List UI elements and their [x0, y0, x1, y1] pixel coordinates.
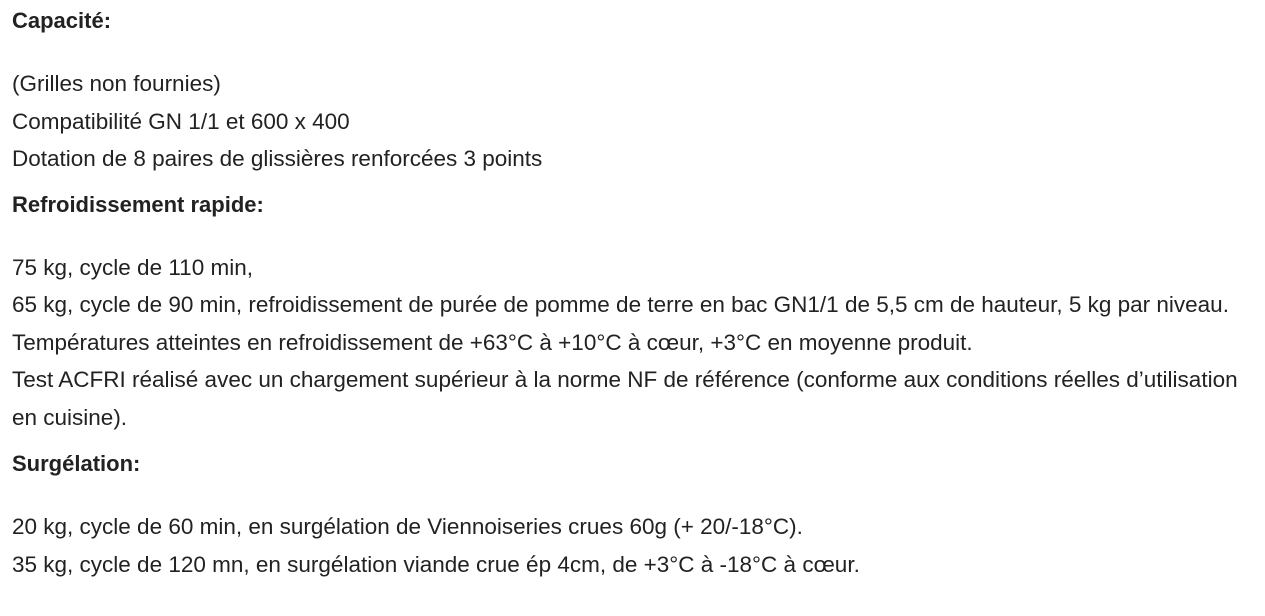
capacite-line-dotation: Dotation de 8 paires de glissières renforcées 3 points: [12, 146, 543, 171]
section-body-refroidissement: [12, 249, 1253, 437]
refroidissement-line-test-acfri: Test ACFRI réalisé avec un chargement supérieur à la norme NF de référence (conforme aux conditions réelles d’utilisation en cuisine).: [12, 367, 1238, 430]
section-title-surgelation: Surgélation:: [12, 451, 141, 476]
surgelation-line-20kg: 20 kg, cycle de 60 min, en surgélation de Viennoiseries crues 60g (+ 20/-18°C).: [12, 514, 803, 539]
capacite-line-grilles: (Grilles non fournies): [12, 71, 221, 96]
capacite-line-compatibilite: Compatibilité GN 1/1 et 600 x 400: [12, 108, 350, 134]
section-title-refroidissement: Refroidissement rapide:: [12, 191, 264, 217]
section-body-capacite: [12, 65, 1253, 178]
refroidissement-line-75kg: 75 kg, cycle de 110 min,: [12, 254, 253, 280]
section-title-capacite: Capacité:: [12, 8, 112, 33]
section-body-surgelation: [12, 508, 1253, 583]
surgelation-line-35kg: 35 kg, cycle de 120 mn, en surgélation viande crue ép 4cm, de +3°C à -18°C à cœur.: [12, 551, 860, 577]
refroidissement-line-65kg: 65 kg, cycle de 90 min, refroidissement de purée de pomme de terre en bac GN1/1 de 5,5 cm de hauteur, 5 kg par niveau. Températures atteintes en refroidissement de +63°C à +10°C à cœur, +3°C en moyenne produit.: [12, 292, 1229, 355]
